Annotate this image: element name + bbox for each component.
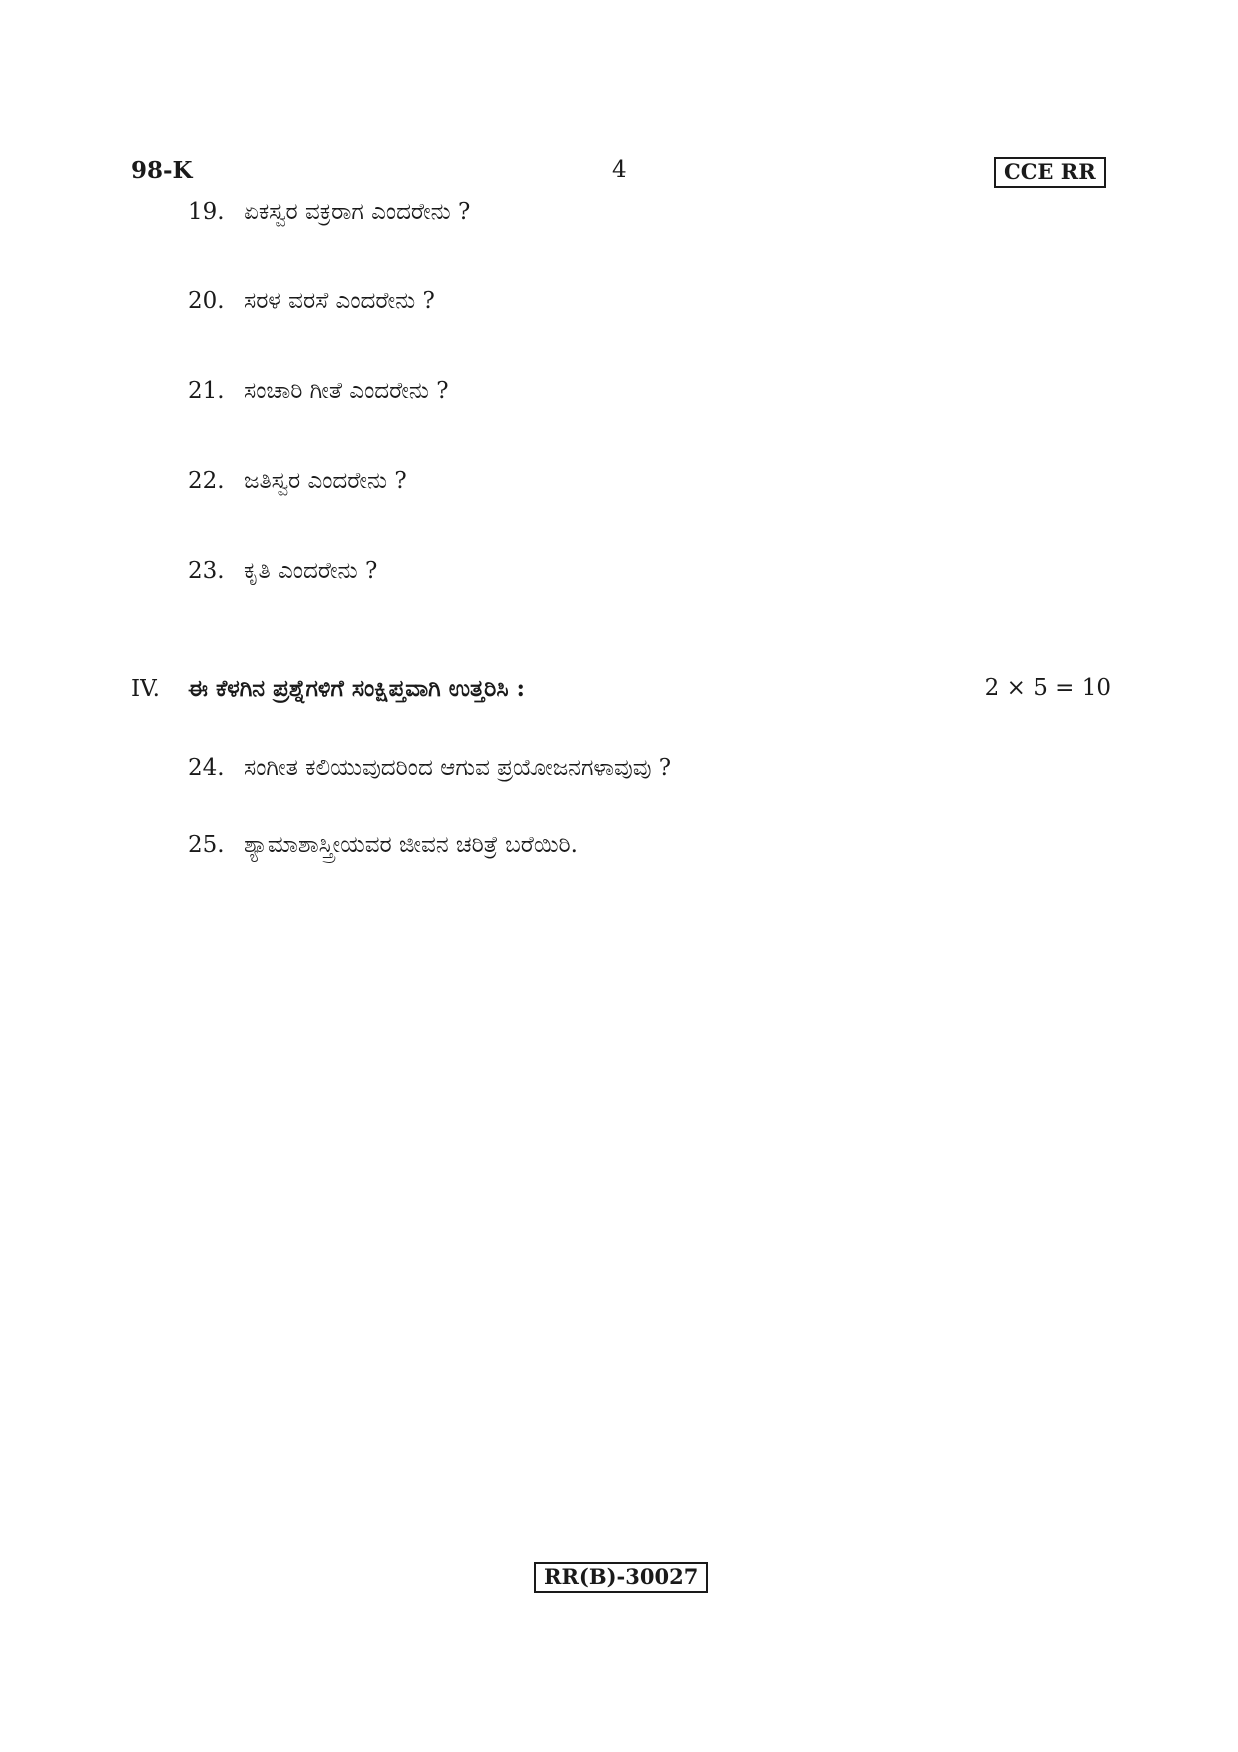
question-text: ಸರಳ ವರಸೆ ಎಂದರೇನು ? [244, 288, 435, 314]
question-24 [188, 755, 671, 781]
question-number: 24. [188, 755, 225, 781]
question-number: 20. [188, 288, 225, 314]
section-roman: IV. [131, 676, 160, 702]
page-number: 4 [612, 157, 627, 183]
question-number: 19. [188, 199, 225, 225]
section-iv-heading [131, 675, 1111, 702]
question-text: ಕೃತಿ ಎಂದರೇನು ? [244, 558, 378, 584]
question-23 [188, 558, 377, 584]
section-title: ಈ ಕೆಳಗಿನ ಪ್ರಶ್ನೆಗಳಿಗೆ ಸಂಕ್ಷಿಪ್ತವಾಗಿ ಉತ್ತರಿಸಿ : [188, 675, 526, 702]
question-25 [188, 832, 578, 858]
question-text: ಜತಿಸ್ವರ ಎಂದರೇನು ? [244, 468, 407, 494]
question-text: ಶ್ಯಾಮಾಶಾಸ್ತ್ರೀಯವರ ಜೀವನ ಚರಿತ್ರೆ ಬರೆಯಿರಿ. [244, 832, 578, 858]
paper-code: 98-K [131, 157, 193, 184]
question-number: 22. [188, 468, 225, 494]
question-22 [188, 468, 407, 494]
question-text: ಸಂಚಾರಿ ಗೀತೆ ಎಂದರೇನು ? [244, 378, 449, 404]
footer-code-badge: RR(B)-30027 [534, 1562, 708, 1593]
question-21 [188, 378, 449, 404]
question-20 [188, 288, 435, 314]
question-text: ಏಕಸ್ವರ ವಕ್ರರಾಗ ಎಂದರೇನು ? [244, 199, 471, 225]
question-text: ಸಂಗೀತ ಕಲಿಯುವುದರಿಂದ ಆಗುವ ಪ್ರಯೋಜನಗಳಾವುವು ? [244, 755, 672, 781]
series-badge: CCE RR [994, 157, 1106, 188]
section-marks: 2 × 5 = 10 [984, 675, 1111, 701]
question-number: 21. [188, 378, 225, 404]
question-number: 25. [188, 832, 225, 858]
question-19 [188, 199, 470, 225]
question-number: 23. [188, 558, 225, 584]
